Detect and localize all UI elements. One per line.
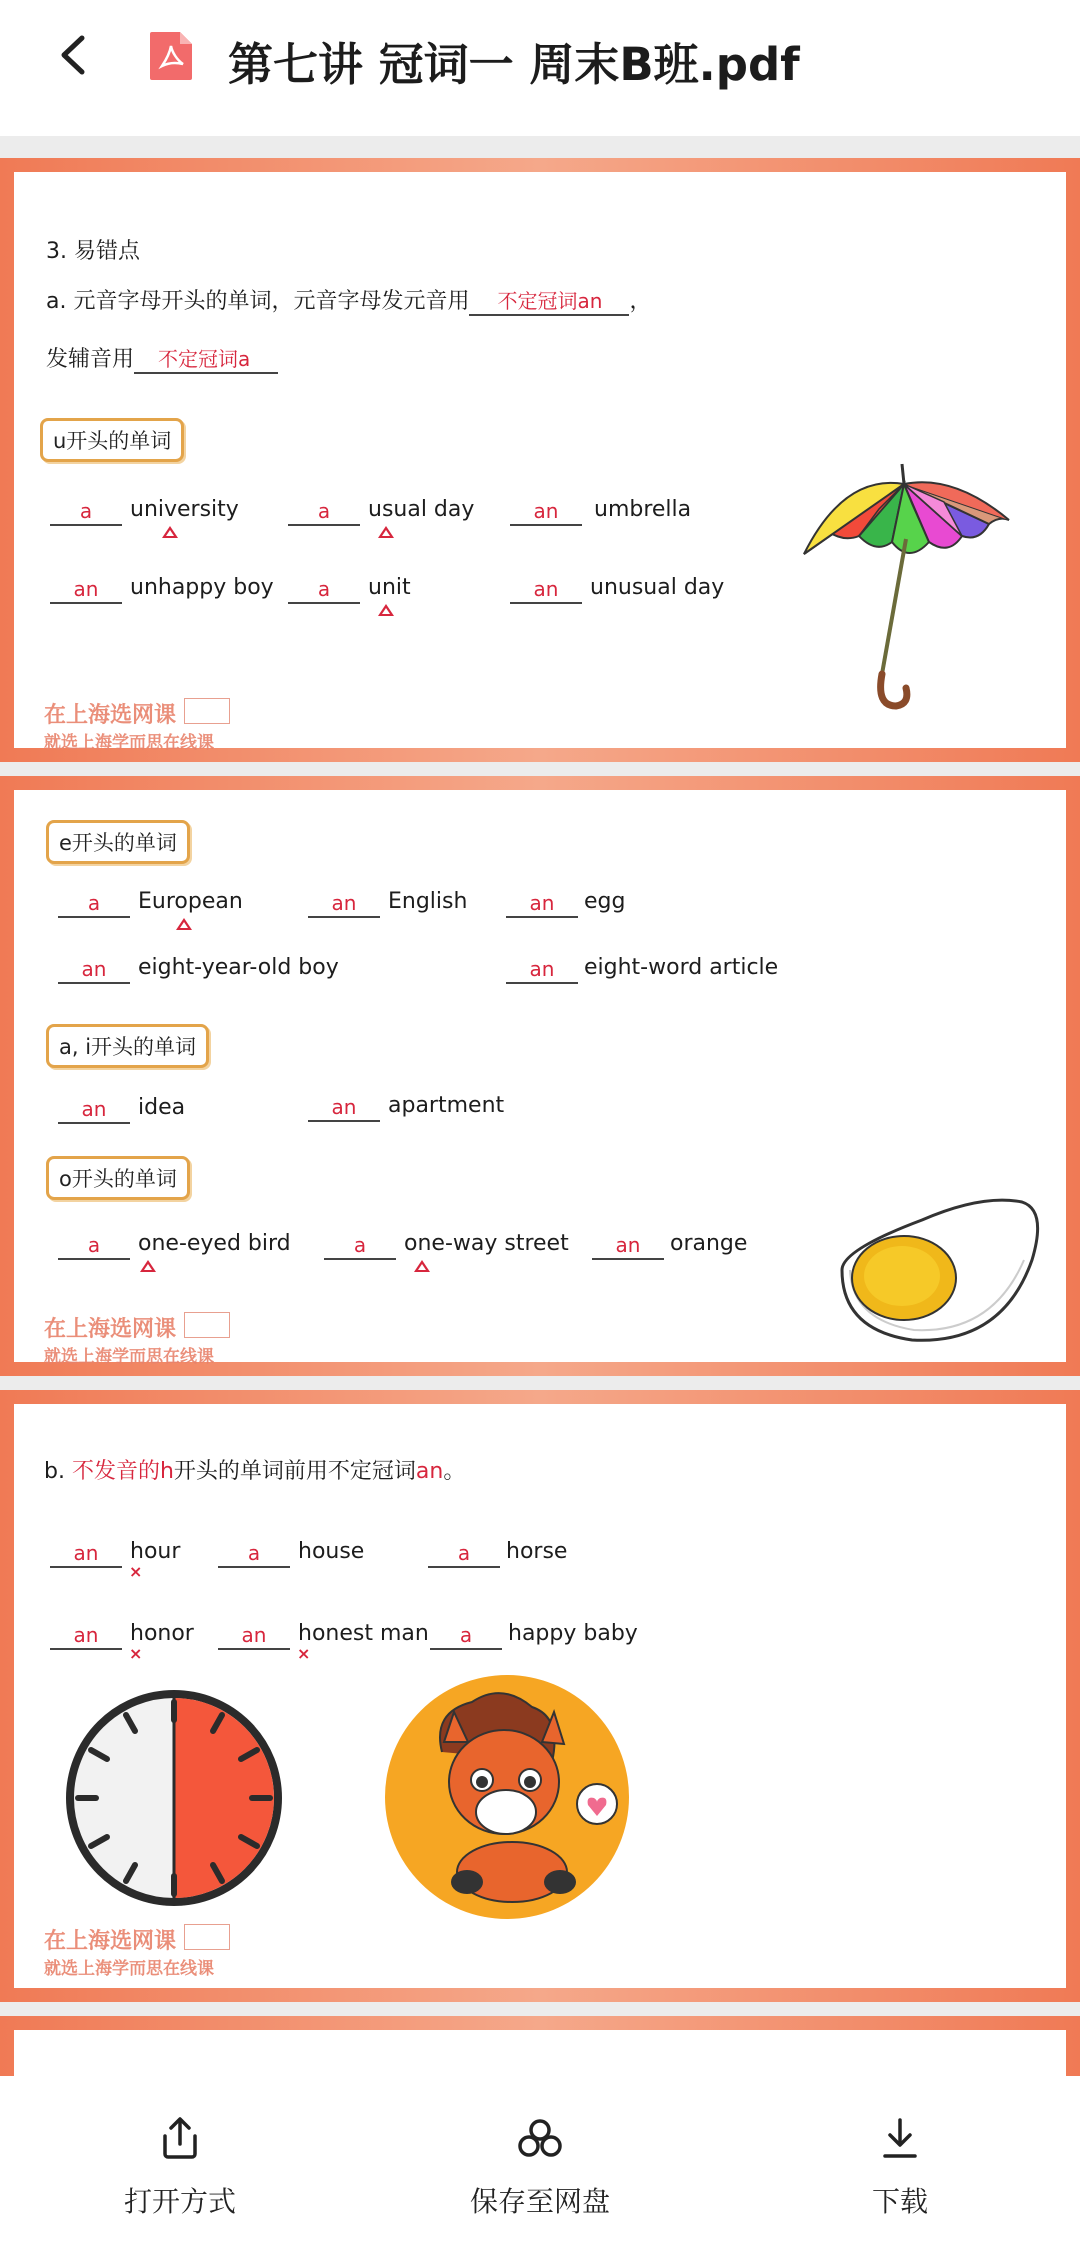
watermark-line1: 在上海选网课	[44, 1317, 177, 1342]
silent-mark: ×	[129, 1562, 143, 1581]
watermark-line1: 在上海选网课	[44, 703, 177, 728]
answer-blank: an	[50, 576, 122, 604]
pdf-page-1	[0, 158, 1080, 762]
open-with-label: 打开方式	[123, 2185, 237, 2218]
silent-mark: ×	[129, 1644, 143, 1663]
rule-a2-text	[46, 342, 278, 374]
exercise-word: idea	[138, 1095, 186, 1120]
exercise-word: horse	[506, 1539, 568, 1564]
share-icon	[155, 2114, 205, 2164]
egg-illustration	[832, 1190, 1052, 1350]
watermark-line1: 在上海选网课	[44, 1929, 177, 1954]
answer-blank: a	[324, 1232, 396, 1260]
rule-b-middle: 开头的单词前用不定冠词	[173, 1459, 416, 1484]
rule-a-prefix: a. 元音字母开头的单词，元音字母发元音用	[46, 289, 470, 314]
rule-a2-prefix: 发辅音用	[46, 347, 135, 372]
pronunciation-mark	[162, 526, 178, 538]
watermark-badge	[184, 698, 230, 724]
cloud-disk-icon	[515, 2114, 565, 2164]
exercise-word: European	[138, 889, 243, 914]
answer-blank: a	[50, 498, 122, 526]
rule-b-highlight: 不发音的h	[71, 1459, 174, 1484]
answer-blank: an	[510, 498, 582, 526]
answer-blank: an	[50, 1540, 122, 1568]
download-button[interactable]	[820, 2076, 980, 2241]
exercise-word: honest man	[298, 1621, 429, 1646]
category-tag-o: o开头的单词	[46, 1156, 190, 1200]
silent-mark: ×	[297, 1644, 311, 1663]
clock-illustration	[64, 1688, 284, 1908]
pony-illustration	[382, 1672, 632, 1922]
umbrella-illustration	[784, 424, 1034, 724]
rule-a-answer: 不定冠词an	[469, 285, 629, 316]
exercise-word: university	[130, 497, 239, 522]
rule-a2-answer: 不定冠词a	[134, 343, 278, 374]
exercise-word: happy baby	[508, 1621, 638, 1646]
answer-blank: a	[288, 498, 360, 526]
pdf-file-icon	[148, 28, 196, 82]
exercise-word: eight-year-old boy	[138, 955, 339, 980]
watermark-badge	[184, 1312, 230, 1338]
exercise-word: one-eyed bird	[138, 1231, 291, 1256]
pdf-viewer[interactable]	[0, 136, 1080, 2076]
answer-blank: a	[288, 576, 360, 604]
exercise-word: one-way street	[404, 1231, 569, 1256]
exercise-word: eight-word article	[584, 955, 779, 980]
exercise-word: umbrella	[594, 497, 692, 522]
pronunciation-mark	[378, 526, 394, 538]
category-tag-u: u开头的单词	[40, 418, 184, 462]
pronunciation-mark	[140, 1260, 156, 1272]
exercise-word: hour	[130, 1539, 181, 1564]
answer-blank: a	[430, 1622, 502, 1650]
bottom-action-bar	[0, 2076, 1080, 2241]
download-label: 下载	[871, 2185, 929, 2218]
answer-blank: an	[506, 956, 578, 984]
exercise-word: usual day	[368, 497, 475, 522]
exercise-word: apartment	[388, 1093, 505, 1118]
answer-blank: an	[50, 1622, 122, 1650]
exercise-word: unit	[368, 575, 411, 600]
page-content	[14, 172, 1066, 753]
section-heading: 3. 易错点	[46, 239, 140, 264]
watermark-line2: 就选上海学而思在线课	[44, 733, 214, 753]
answer-blank: an	[510, 576, 582, 604]
exercise-word: house	[298, 1539, 365, 1564]
rule-b-prefix: b.	[44, 1459, 72, 1484]
answer-blank: a	[428, 1540, 500, 1568]
page-content	[14, 1404, 1066, 1988]
answer-blank: a	[58, 890, 130, 918]
watermark-badge	[184, 1924, 230, 1950]
page-content	[14, 790, 1066, 1367]
rule-b-text	[44, 1454, 465, 1485]
category-tag-ai: a, i开头的单词	[46, 1024, 209, 1068]
pronunciation-mark	[414, 1260, 430, 1272]
exercise-word: English	[388, 889, 468, 914]
open-with-button[interactable]	[100, 2076, 260, 2241]
save-to-disk-label: 保存至网盘	[469, 2185, 611, 2218]
chevron-left-icon[interactable]	[50, 30, 100, 80]
answer-blank: an	[308, 1094, 380, 1122]
answer-blank: a	[58, 1232, 130, 1260]
answer-blank: an	[218, 1622, 290, 1650]
rule-b-highlight-an: an	[415, 1459, 444, 1484]
exercise-word: egg	[584, 889, 626, 914]
answer-blank: an	[506, 890, 578, 918]
watermark-line2: 就选上海学而思在线课	[44, 1959, 214, 1979]
exercise-word: honor	[130, 1621, 194, 1646]
document-title: 第七讲 冠词一 周末B班.pdf	[228, 38, 800, 91]
answer-blank: a	[218, 1540, 290, 1568]
exercise-word: unusual day	[590, 575, 725, 600]
pronunciation-mark	[378, 604, 394, 616]
pdf-page-3	[0, 1390, 1080, 2002]
top-bar	[0, 0, 1080, 136]
category-tag-e: e开头的单词	[46, 820, 190, 864]
watermark-line2: 就选上海学而思在线课	[44, 1347, 214, 1367]
answer-blank: an	[308, 890, 380, 918]
download-icon	[875, 2114, 925, 2164]
answer-blank: an	[58, 1096, 130, 1124]
rule-a-suffix: ，	[629, 289, 652, 314]
answer-blank: an	[58, 956, 130, 984]
save-to-disk-button[interactable]	[460, 2076, 620, 2241]
answer-blank: an	[592, 1232, 664, 1260]
exercise-word: unhappy boy	[130, 575, 274, 600]
exercise-word: orange	[670, 1231, 748, 1256]
rule-a-text	[46, 284, 652, 316]
pronunciation-mark	[176, 918, 192, 930]
pdf-page-2	[0, 776, 1080, 1376]
rule-b-end: 。	[443, 1459, 466, 1484]
